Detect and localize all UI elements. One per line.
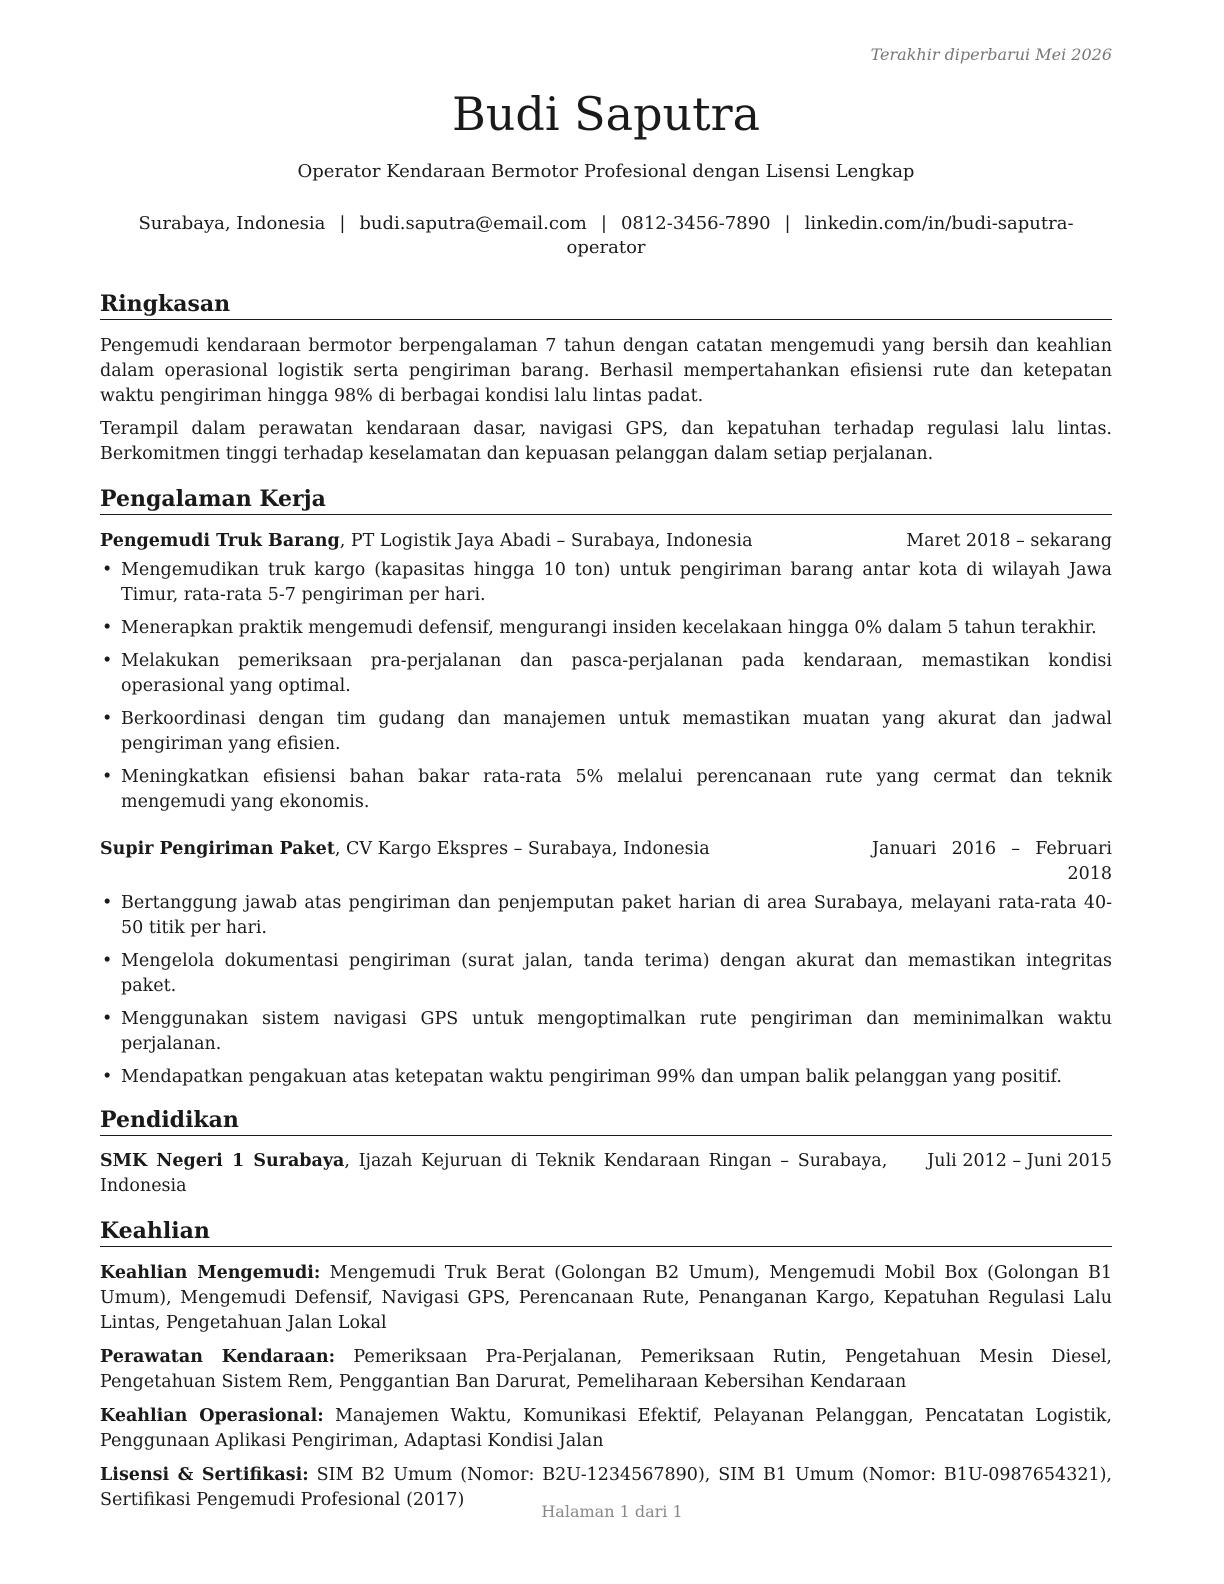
skill-text: Manajemen Waktu, Komunikasi Efektif, Pelayanan Pelanggan, Pencatatan Logistik, Penggunaan Aplikasi Pengiriman, Adaptasi Kondisi Jalan: [100, 1406, 1112, 1451]
education-dates: Juli 2012 – Juni 2015: [927, 1151, 1112, 1171]
job-header: [100, 529, 1112, 554]
job-bullets: [100, 891, 1112, 1090]
job-header: [100, 837, 1112, 887]
last-updated-note: Terakhir diperbarui Mei 2026: [870, 45, 1112, 64]
skill-label: Keahlian Mengemudi:: [100, 1263, 321, 1283]
summary-paragraph: Terampil dalam perawatan kendaraan dasar, navigasi GPS, dan kepatuhan terhadap regulasi lalu lintas. Berkomitmen tinggi terhadap keselamatan dan kepuasan pelanggan dalam setiap perjalanan.: [100, 419, 1112, 464]
list-item: • Menggunakan sistem navigasi GPS untuk mengoptimalkan rute pengiriman dan meminimalkan waktu perjalanan.: [100, 1007, 1112, 1057]
list-item: • Mengemudikan truk kargo (kapasitas hingga 10 ton) untuk pengiriman barang antar kota di wilayah Jawa Timur, rata-rata 5-7 pengiriman per hari.: [100, 558, 1112, 608]
list-item: • Menerapkan praktik mengemudi defensif, mengurangi insiden kecelakaan hingga 0% dalam 5 tahun terakhir.: [100, 616, 1112, 641]
list-item: • Melakukan pemeriksaan pra-perjalanan dan pasca-perjalanan pada kendaraan, memastikan kondisi operasional yang optimal.: [100, 649, 1112, 699]
skill-label: Keahlian Operasional:: [100, 1406, 324, 1426]
skill-text: Pemeriksaan Pra-Perjalanan, Pemeriksaan Rutin, Pengetahuan Mesin Diesel, Pengetahuan Sistem Rem, Penggantian Ban Darurat, Pemeliharaan Kebersihan Kendaraan: [100, 1347, 1112, 1392]
list-item: • Meningkatkan efisiensi bahan bakar rata-rata 5% melalui perencanaan rute yang cermat dan teknik mengemudi yang ekonomis.: [100, 765, 1112, 815]
job-dates: Januari 2016 – Februari 2018: [872, 839, 1112, 884]
education-school: SMK Negeri 1 Surabaya: [100, 1151, 345, 1171]
skill-text: SIM B2 Umum (Nomor: B2U-1234567890), SIM B1 Umum (Nomor: B1U-0987654321), Sertifikasi Pengemudi Profesional (2017): [100, 1465, 1112, 1510]
contact-email[interactable]: budi.saputra@email.com: [359, 213, 587, 234]
section-title-summary: Ringkasan: [100, 290, 1112, 320]
contact-linkedin[interactable]: linkedin.com/in/budi-saputra-operator: [566, 213, 1074, 258]
skill-label: Perawatan Kendaraan:: [100, 1347, 336, 1367]
candidate-name: Budi Saputra: [451, 87, 761, 141]
skill-group: [100, 1261, 1112, 1336]
job-bullets: [100, 558, 1112, 815]
section-title-experience: Pengalaman Kerja: [100, 485, 1112, 515]
skill-label: Lisensi & Sertifikasi:: [100, 1465, 309, 1485]
candidate-tagline: Operator Kendaraan Bermotor Profesional dengan Lisensi Lengkap: [297, 161, 915, 182]
job-company: , CV Kargo Ekspres – Surabaya, Indonesia: [334, 839, 710, 859]
skill-group: [100, 1345, 1112, 1395]
list-item: • Berkoordinasi dengan tim gudang dan manajemen untuk memastikan muatan yang akurat dan jadwal pengiriman yang efisien.: [100, 707, 1112, 757]
contact-line: [100, 212, 1112, 260]
job-role: Pengemudi Truk Barang: [100, 531, 340, 551]
education-section: [100, 1106, 1112, 1199]
skills-section: [100, 1217, 1112, 1513]
summary-section: [100, 290, 1112, 467]
summary-paragraph: Pengemudi kendaraan bermotor berpengalaman 7 tahun dengan catatan mengemudi yang bersih dan keahlian dalam operasional logistik serta pengiriman barang. Berhasil mempertahankan efisiensi rute dan ketepatan waktu pengiriman hingga 98% di berbagai kondisi lalu lintas padat.: [100, 336, 1112, 406]
job-company: , PT Logistik Jaya Abadi – Surabaya, Indonesia: [339, 531, 753, 551]
contact-separator: |: [784, 213, 791, 234]
contact-separator: |: [600, 213, 607, 234]
list-item: • Mengelola dokumentasi pengiriman (surat jalan, tanda terima) dengan akurat dan memastikan integritas paket.: [100, 949, 1112, 999]
skill-text: Mengemudi Truk Berat (Golongan B2 Umum), Mengemudi Mobil Box (Golongan B1 Umum), Mengemudi Defensif, Navigasi GPS, Perencanaan Rute, Penanganan Kargo, Kepatuhan Regulasi Lalu Lintas, Pengetahuan Jalan Lokal: [100, 1263, 1112, 1333]
job-entry: [100, 837, 1112, 1090]
contact-phone: 0812-3456-7890: [620, 213, 771, 234]
list-item: • Bertanggung jawab atas pengiriman dan penjemputan paket harian di area Surabaya, melayani rata-rata 40-50 titik per hari.: [100, 891, 1112, 941]
job-role: Supir Pengiriman Paket: [100, 839, 335, 859]
page-number: Halaman 1 dari 1: [541, 1502, 683, 1521]
section-title-skills: Keahlian: [100, 1217, 1112, 1247]
skills-list: [100, 1261, 1112, 1513]
skill-group: [100, 1404, 1112, 1454]
contact-location: Surabaya, Indonesia: [138, 213, 326, 234]
job-entry: [100, 529, 1112, 815]
education-entry: [100, 1149, 1112, 1199]
education-detail: , Ijazah Kejuruan di Teknik Kendaraan Ringan – Surabaya, Indonesia: [100, 1151, 888, 1196]
section-title-education: Pendidikan: [100, 1106, 1112, 1136]
list-item: • Mendapatkan pengakuan atas ketepatan waktu pengiriman 99% dan umpan balik pelanggan yang positif.: [100, 1065, 1112, 1090]
contact-separator: |: [339, 213, 346, 234]
job-dates: Maret 2018 – sekarang: [906, 531, 1112, 551]
resume-page: [100, 40, 1112, 1522]
experience-section: [100, 485, 1112, 1090]
